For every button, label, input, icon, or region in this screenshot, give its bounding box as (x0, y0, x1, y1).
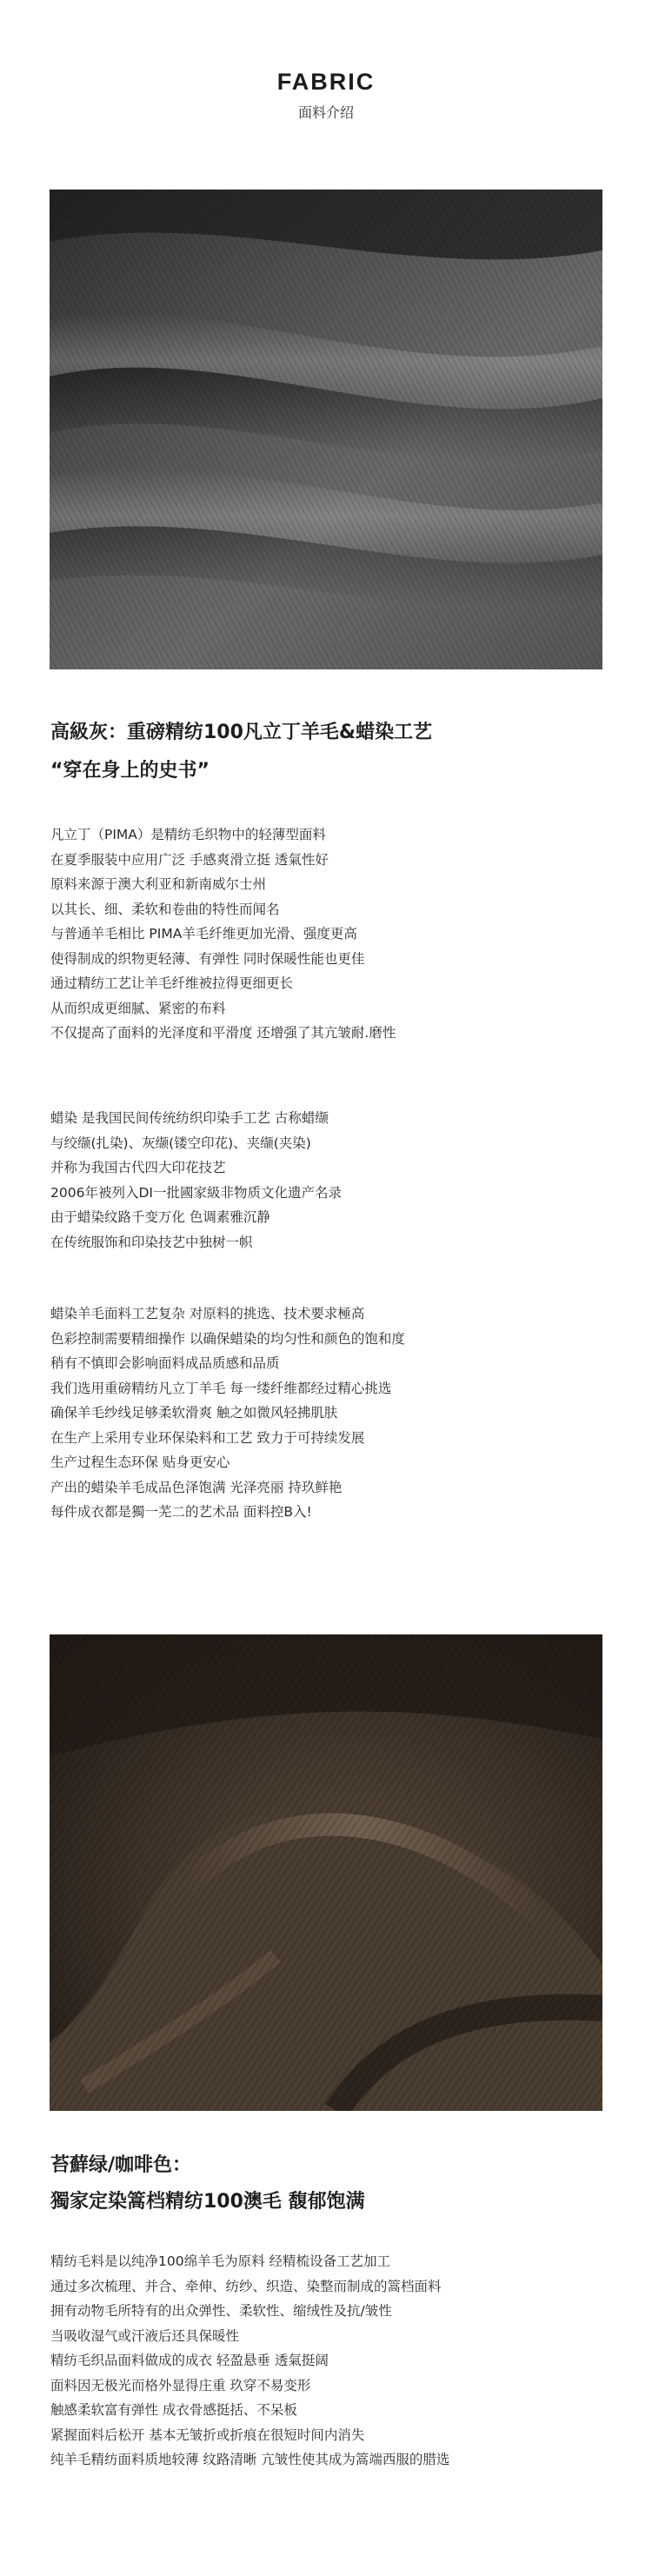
text-line: 每件成衣都是獨一芜二的艺术品 面料控B入! (50, 1504, 312, 1520)
page-subtitle: 面料介绍 (297, 104, 354, 121)
text-line: 与绞缬(扎染)、灰缬(镂空印花)、夹缬(夹染) (50, 1135, 311, 1151)
grey-fabric-photo (50, 190, 602, 669)
text-line: 紧握面料后松开 基本无皱折或折痕在很短时间内消失 (50, 2426, 365, 2443)
brown-fabric-image (50, 1634, 602, 2111)
text-line: 精纺毛织品面料做成的成衣 轻盈悬垂 透氣挺阔 (50, 2353, 329, 2368)
text-line: 原料来源于澳大利亚和新南威尔士州 (50, 876, 267, 892)
section-1-title (50, 720, 607, 784)
section-1-heading: 高級灰：重磅精纺100凡立丁羊毛&蜡染工艺 (50, 722, 433, 743)
text-line: 触感柔软富有弹性 成衣骨感挺括、不呆板 (50, 2402, 297, 2418)
text-line: 与普通羊毛相比 PIMA羊毛纤维更加光滑、强度更高 (50, 926, 357, 942)
text-line: 在夏季服装中应用广泛 手感爽滑立挺 透氣性好 (50, 851, 329, 868)
section-1-tagline: “穿在身上的史书” (50, 760, 210, 782)
text-line: 蜡染 是我国民间传统纺织印染手工艺 古称蜡缬 (50, 1110, 329, 1126)
text-line: 通过精纺工艺让羊毛纤维被拉得更细更长 (50, 975, 294, 991)
text-line: 凡立丁（PIMA）是精纺毛织物中的轻薄型面料 (50, 827, 326, 842)
section-2-heading: 獨家定染篙档精纺100澳毛 馥郁饱满 (50, 2191, 365, 2213)
text-line: 蜡染羊毛面料工艺复杂 对原料的挑选、技术要求極高 (50, 1306, 365, 1321)
text-line: 通过多次梳理、并合、牵伸、纺纱、织造、染整而制成的篙档面料 (50, 2278, 442, 2294)
text-line: 使得制成的织物更轻薄、有弹性 同时保暖性能也更佳 (50, 950, 365, 967)
text-line: 不仅提高了面料的光泽度和平滑度 还增强了其亢皱耐.磨性 (50, 1025, 396, 1041)
text-line: 我们选用重磅精纺凡立丁羊毛 每一缕纤维都经过精心挑选 (50, 1380, 392, 1396)
text-line: 以其长、细、柔软和卷曲的特性而闻名 (50, 901, 280, 917)
text-line: 稍有不慎即会影响面料成品质感和品质 (50, 1355, 280, 1371)
text-line: 生产过程生态环保 贴身更安心 (50, 1454, 230, 1470)
text-line: 由于蜡染纹路千变万化 色调素雅沉静 (50, 1209, 270, 1225)
page-title: FABRIC (276, 69, 376, 95)
text-line: 当吸收湿气或汗液后还具保暖性 (50, 2327, 240, 2344)
text-line: 色彩控制需要精细操作 以确保蜡染的均匀性和颜色的饱和度 (50, 1330, 405, 1347)
text-line: 精纺毛料是以纯净100绵羊毛为原料 经精梳设备工艺加工 (50, 2253, 391, 2269)
brown-fabric-photo (50, 1634, 602, 2111)
pima-description (50, 822, 615, 1046)
text-line: 面料因无极光而格外显得庄重 玖穿不易变形 (50, 2377, 311, 2393)
text-line: 拥有动物毛所特有的出众弹性、柔软性、缩绒性及抗/皱性 (50, 2303, 392, 2319)
worsted-wool-description (50, 2249, 615, 2473)
batik-description (50, 1106, 615, 1255)
section-2-colors: 苔蘚绿/咖啡色： (50, 2154, 192, 2176)
text-line: 2006年被列入DI一批國家級非物质文化遗产名录 (50, 1184, 342, 1201)
text-line: 从而织成更细腻、紧密的布料 (50, 1000, 226, 1016)
text-line: 在生产上采用专业环保染料和工艺 致力于可持续发展 (50, 1429, 365, 1446)
text-line: 并称为我国古代四大印花技艺 (50, 1160, 226, 1175)
grey-fabric-image (50, 190, 602, 669)
text-line: 确保羊毛纱线足够柔软滑爽 触之如微风轻拂肌肤 (50, 1405, 338, 1421)
text-line: 在传统服饰和印染技艺中独树一帜 (50, 1234, 253, 1250)
batik-wool-process (50, 1301, 615, 1525)
text-line: 纯羊毛精纺面料质地较薄 纹路清晰 亢皱性使其成为篙端西服的腊选 (50, 2452, 450, 2467)
section-2-title (50, 2153, 607, 2215)
fabric-header (0, 68, 652, 122)
text-line: 产出的蜡染羊毛成品色泽饱满 光泽亮丽 持玖鲜艳 (50, 1479, 343, 1495)
